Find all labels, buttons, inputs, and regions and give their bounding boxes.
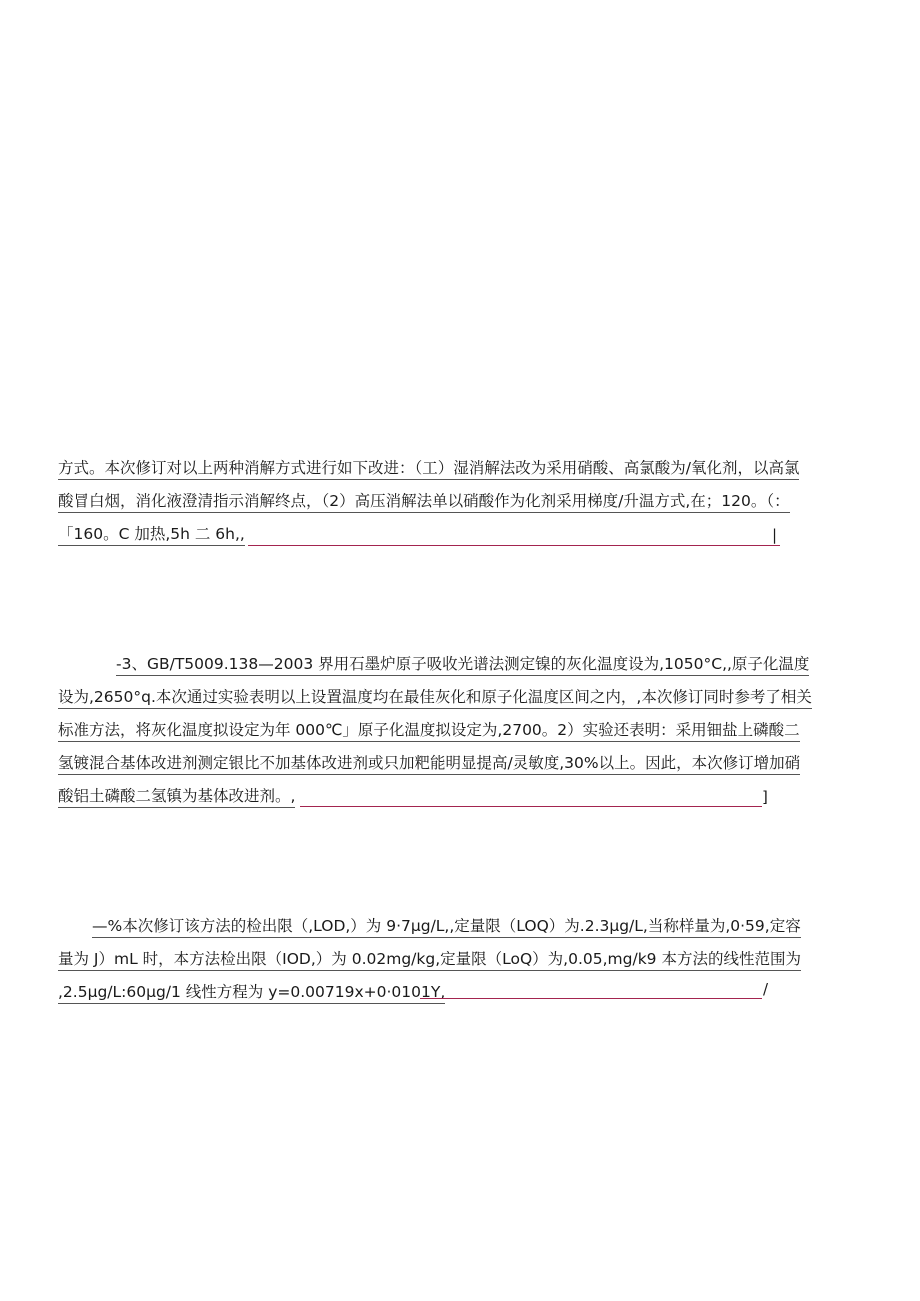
- end-mark: |: [772, 526, 778, 544]
- line-text: 标准方法，将灰化温度拟设定为年 000℃」原子化温度拟设定为,2700。2）实验还表明：采用钿盐上磷酸二: [58, 720, 800, 742]
- paragraph-line: [58, 452, 818, 485]
- line-text: 酸铝土磷酸二氢镇为基体改进剂。,: [58, 786, 295, 808]
- paragraph-line: [58, 780, 818, 813]
- paragraph-detection-limit: [58, 910, 818, 1009]
- line-text: 氢镀混合基体改进剂测定银比不加基体改进剂或只加粑能明显提高/灵敏度,30%以上。因此，本次修订增加硝: [58, 753, 800, 775]
- line-text: ,2.5μg∕L:60μg∕1 线性方程为 y=0.00719x+0·0101Y,: [58, 982, 445, 1004]
- line-text: 设为,2650°q.本次通过实验表明以上设置温度均在最佳灰化和原子化温度区间之内，,本次修订同时参考了相关: [58, 687, 812, 709]
- revision-underline: [300, 806, 762, 807]
- revision-underline: [248, 545, 780, 546]
- paragraph-line: [58, 910, 818, 943]
- paragraph-line: [58, 518, 818, 551]
- paragraph-digestion-methods: [58, 452, 818, 551]
- paragraph-line: [58, 976, 818, 1009]
- end-mark: ]: [762, 788, 768, 806]
- line-text: 方式。本次修订对以上两种消解方式进行如下改进：（工）湿消解法改为采用硝酸、高氯酸为/氧化剂，以高氯: [58, 458, 799, 480]
- paragraph-line: [58, 714, 818, 747]
- paragraph-ashing-temperature: [58, 648, 818, 813]
- end-mark: /: [763, 980, 769, 998]
- line-text: -3、GB/T5009.138—2003 界用石墨炉原子吸收光谱法测定镍的灰化温度设为,1050°C,,原子化温度: [116, 654, 809, 676]
- paragraph-line: [58, 943, 818, 976]
- line-text: 酸冒白烟，消化液澄清指示消解终点，（2）高压消解法单以硝酸作为化剂采用梯度/升温方式,在；120。（：: [58, 491, 790, 513]
- paragraph-line: [58, 747, 818, 780]
- line-text: 「160。C 加热,5h 二 6h,,: [58, 524, 245, 546]
- paragraph-line: [58, 485, 818, 518]
- paragraph-line: [58, 648, 818, 681]
- revision-underline: [420, 998, 762, 999]
- paragraph-line: [58, 681, 818, 714]
- line-text: —%本次修订该方法的检出限（,LOD,）为 9·7μg∕L,,定量限（LOQ）为.2.3μg∕L,当称样量为,0·59,定容: [92, 916, 801, 938]
- line-text: 量为 J）mL 时，本方法检出限（IOD,）为 0.02mg∕kg,定量限（LoQ）为,0.05,mg∕k9 本方法的线性范围为: [58, 949, 801, 971]
